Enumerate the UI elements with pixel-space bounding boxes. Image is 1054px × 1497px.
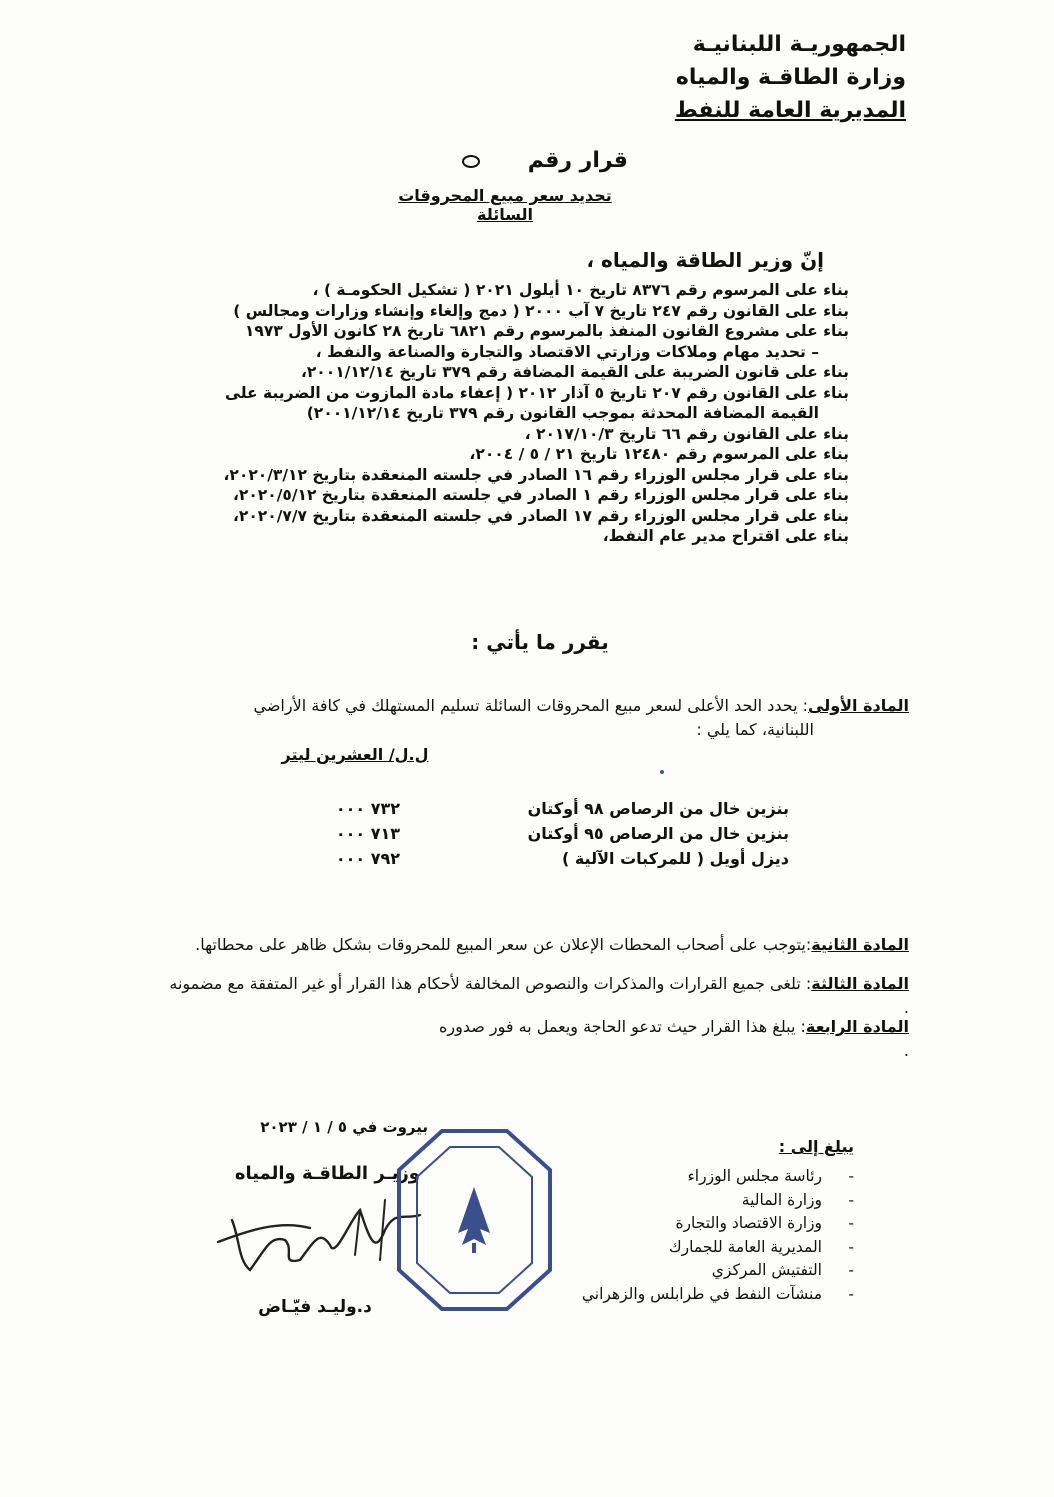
preamble-line: بناء على اقتراح مدير عام النفط، [602,527,849,545]
article-1-text: : يحدد الحد الأعلى لسعر مبيع المحروقات السائلة تسليم المستهلك في كافة الأراضي [253,696,808,715]
article-3-text: : تلغى جميع القرارات والمذكرات والنصوص المخالفة لأحكام هذا القرار أو غير المتفقة مع مضمونه . [169,974,909,1017]
minister-title: وزيـر الطاقـة والمياه [234,1163,420,1184]
preamble-line: بناء على مشروع القانون المنفذ بالمرسوم رقم ٦٨٢١ تاريخ ٢٨ كانون الأول ١٩٧٣ [244,322,849,340]
article-3 [164,972,909,1020]
distribution-item: - التفتيش المركزي [582,1259,854,1283]
letterhead-ministry: وزارة الطاقـة والمياه [675,65,906,90]
fuel-price: ٧٣٢ ٠٠٠ [335,799,400,818]
decision-title-label: قرار رقم [527,148,628,173]
distribution-item: - وزارة الاقتصاد والتجارة [582,1212,854,1236]
preamble [223,280,849,547]
preamble-line: بناء على قانون الضريبة على القيمة المضافة رقم ٣٧٩ تاريخ ٢٠٠١/١٢/١٤، [300,363,849,381]
article-2 [189,933,909,957]
fuel-price: ٧٩٢ ٠٠٠ [335,849,400,868]
distribution-list [582,1165,854,1306]
distribution-item: - رئاسة مجلس الوزراء [582,1165,854,1189]
decision-subject: تحديد سعر مبيع المحروقات السائلة [398,186,612,224]
preamble-line: القيمة المضافة المحدثة بموجب القانون رقم ٣٧٩ تاريخ ٢٠٠١/١٢/١٤) [306,404,819,422]
article-1-continuation: اللبنانية، كما يلي : [696,720,814,739]
issue-date: بيروت في ٥ / ١ / ٢٠٢٣ [260,1118,428,1136]
article-2-label: المادة الثانية [811,935,909,954]
signer-name: د.وليـد فيّـاض [258,1297,372,1317]
article-4-label: المادة الرابعة [805,1017,909,1036]
letterhead [675,28,906,127]
preamble-line: بناء على المرسوم رقم ١٢٤٨٠ تاريخ ٢١ / ٥ / ٢٠٠٤، [469,445,849,463]
preamble-line: بناء على القانون رقم ٦٦ تاريخ ٢٠١٧/١٠/٣ ، [524,424,849,443]
article-4 [429,1015,909,1063]
article-1-label: المادة الأولى [808,696,909,715]
intro-line: إنّ وزير الطاقة والمياه ، [586,248,824,272]
price-row [0,821,1054,846]
letterhead-country: الجمهوريـة اللبنانيـة [692,32,906,57]
preamble-line: بناء على قرار مجلس الوزراء رقم ١٦ الصادر في جلسته المنعقدة بتاريخ ٢٠٢٠/٣/١٢، [223,465,849,484]
preamble-line: بناء على المرسوم رقم ٨٣٧٦ تاريخ ١٠ أيلول ٢٠٢١ ( تشكيل الحكومـة ) ، [312,281,849,299]
ministry-seal [392,1125,557,1315]
price-table [0,796,1054,871]
preamble-line: بناء على القانون رقم ٢٤٧ تاريخ ٧ آب ٢٠٠٠ ( دمج وإلغاء وإنشاء وزارات ومجالس ) [233,301,849,320]
fuel-name: بنزين خال من الرصاص ٩٨ أوكتان [527,799,789,818]
preamble-line: بناء على قرار مجلس الوزراء رقم ١٧ الصادر في جلسته المنعقدة بتاريخ ٢٠٢٠/٧/٧، [232,506,849,525]
article-1 [129,694,909,742]
fuel-price: ٧١٣ ٠٠٠ [335,824,400,843]
article-2-text: :يتوجب على أصحاب المحطات الإعلان عن سعر المبيع للمحروقات بشكل ظاهر على محطاتها. [195,935,812,954]
distribution-item: - المديرية العامة للجمارك [582,1236,854,1260]
preamble-line: – تحديد مهام وملاكات وزارتي الاقتصاد والتجارة والصناعة والنفط ، [315,342,819,361]
article-4-text: : يبلغ هذا القرار حيث تدعو الحاجة ويعمل به فور صدوره . [438,1017,909,1060]
price-unit-heading: ل.ل/ العشرين ليتر [281,745,429,764]
preamble-line: بناء على القانون رقم ٢٠٧ تاريخ ٥ آذار ٢٠١٢ ( إعفاء مادة المازوت من الضريبة على [225,383,849,402]
decision-number-mark [462,155,480,168]
price-row [0,846,1054,871]
price-row [0,796,1054,821]
letterhead-directorate: المديرية العامة للنفط [674,98,906,123]
decides-heading: يقرر ما يأتي : [471,630,609,654]
decision-title [430,148,660,173]
ink-dot [660,770,664,774]
preamble-line: بناء على قرار مجلس الوزراء رقم ١ الصادر في جلسته المنعقدة بتاريخ ٢٠٢٠/٥/١٢، [232,486,849,504]
distribution-item: - منشآت النفط في طرابلس والزهراني [582,1283,854,1307]
distribution-item: - وزارة المالية [582,1189,854,1213]
distribution-title: يبلغ إلى : [778,1137,854,1156]
fuel-name: ديزل أويل ( للمركبات الآلية ) [561,849,789,868]
fuel-name: بنزين خال من الرصاص ٩٥ أوكتان [527,824,789,843]
article-3-label: المادة الثالثة [811,974,909,993]
